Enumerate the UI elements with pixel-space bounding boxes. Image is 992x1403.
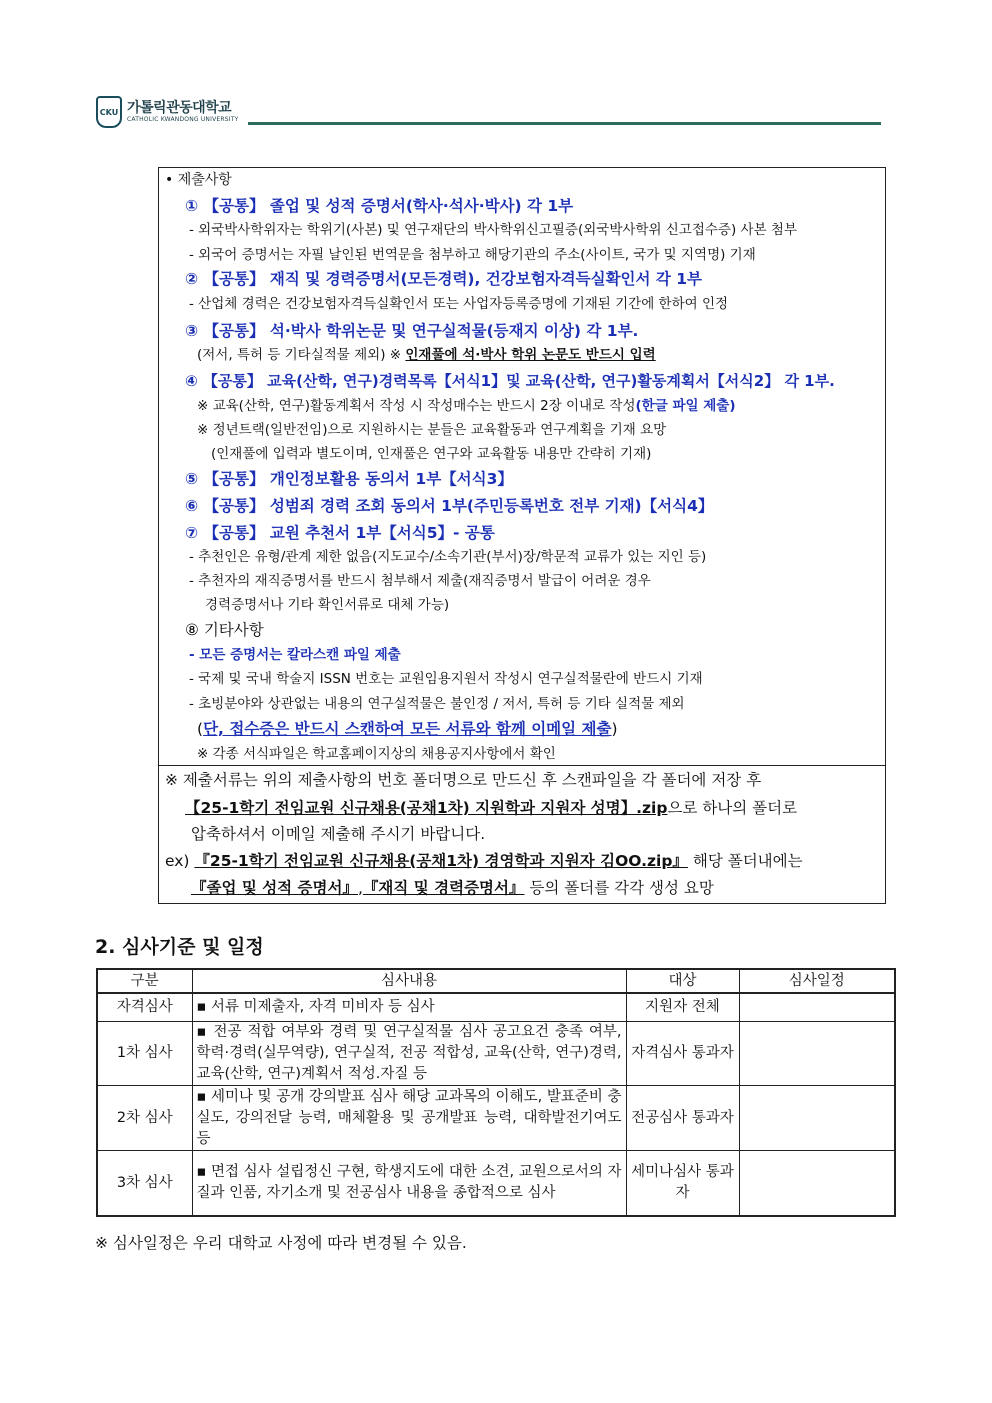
submission-box <box>158 167 886 904</box>
logo-korean-name: 가톨릭관동대학교 <box>127 100 232 116</box>
item8-note-4 <box>197 719 618 739</box>
item2-note-1: - 산업체 경력은 건강보험자격득실확인서 또는 사업자등록증명에 기재된 기간에 한하여 인정 <box>189 296 729 312</box>
zip-name-format: 【25-1학기 전임교원 신규채용(공채1차) 지원학과 지원자 성명】.zip <box>185 799 668 817</box>
item1-note-1: - 외국박사학위자는 학위기(사본) 및 연구재단의 박사학위신고필증(외국박사학위 신고접수증) 사본 첨부 <box>189 222 797 238</box>
instructions-line-3: 압축하셔서 이메일 제출해 주시기 바랍니다. <box>191 825 486 843</box>
folder-example-1: 『졸업 및 성적 증명서』 <box>191 879 358 897</box>
example-suffix: 해당 폴더내에는 <box>687 852 803 870</box>
item3-title: ③ 【공통】 석·박사 학위논문 및 연구실적물(등재지 이상) 각 1부. <box>185 322 639 340</box>
item8-note-1: - 모든 증명서는 칼라스캔 파일 제출 <box>189 647 401 663</box>
item3-note-text: (저서, 특허 등 기타실적물 제외) ※ <box>197 347 406 363</box>
schedule-cell <box>739 1086 895 1151</box>
item4-note-3: (인재풀에 입력과 별도이며, 인재풀은 연구와 교육활동 내용만 간략히 기재) <box>211 446 652 462</box>
content-cell: ▪ 면접 심사 설립정신 구현, 학생지도에 대한 소견, 교원으로서의 자질과 인품, 자기소개 및 전공심사 내용을 종합적으로 심사 <box>192 1151 626 1217</box>
stage-cell: 2차 심사 <box>97 1086 192 1151</box>
table-header-row <box>97 969 895 993</box>
stage-cell: 자격심사 <box>97 993 192 1022</box>
item1-note-2: - 외국어 증명서는 자필 날인된 번역문을 첨부하고 해당기관의 주소(사이트, 국가 및 지역명) 기재 <box>189 247 756 263</box>
submission-heading: • 제출사항 <box>165 172 232 188</box>
content-cell: ▪ 전공 적합 여부와 경력 및 연구실적물 심사 공고요건 충족 여부, 학력·경력(실무역량), 연구실적, 전공 적합성, 교육(산학, 연구)경력, 교육(산학, 연구)계획서 적성.자질 등 <box>192 1022 626 1086</box>
item8-title: ⑧ 기타사항 <box>185 621 264 639</box>
instructions-line-2-text: 으로 하나의 폴더로 <box>667 799 798 817</box>
folder-separator: , <box>357 879 363 897</box>
item4-note-2: ※ 정년트랙(일반전임)으로 지원하시는 분들은 교육활동과 연구계획을 기재 요망 <box>197 422 667 438</box>
instructions-line-5 <box>191 878 714 898</box>
item8-note-2: - 국제 및 국내 학술지 ISSN 번호는 교원임용지원서 작성시 연구실적물란에 반드시 기재 <box>189 671 703 687</box>
table-row <box>97 1086 895 1151</box>
item4-title: ④ 【공통】 교육(산학, 연구)경력목록【서식1】및 교육(산학, 연구)활동계획서【서식2】 각 1부. <box>185 372 835 390</box>
instructions-line-2 <box>185 798 797 818</box>
box-divider <box>159 765 885 766</box>
logo-emblem-icon: CKU <box>96 96 122 128</box>
schedule-cell <box>739 1151 895 1217</box>
item8-note-4-emphasis: 단, 접수증은 반드시 스캔하여 모든 서류와 함께 이메일 제출 <box>203 720 612 738</box>
target-cell: 지원자 전체 <box>626 993 739 1022</box>
column-header: 심사내용 <box>192 969 626 993</box>
item8-note-5: ※ 각종 서식파일은 학교홈페이지상의 채용공지사항에서 확인 <box>197 746 556 762</box>
item5-title: ⑤ 【공통】 개인정보활용 동의서 1부【서식3】 <box>185 470 513 488</box>
schedule-cell <box>739 993 895 1022</box>
item7-note-1: - 추천인은 유형/관계 제한 없음(지도교수/소속기관(부서)장/학문적 교류가 있는 지인 등) <box>189 549 707 565</box>
item7-title: ⑦ 【공통】 교원 추천서 1부【서식5】- 공통 <box>185 524 495 542</box>
target-cell: 자격심사 통과자 <box>626 1022 739 1086</box>
logo-english-name: CATHOLIC KWANDONG UNIVERSITY <box>127 116 239 123</box>
content-cell: ▪ 서류 미제출자, 자격 미비자 등 심사 <box>192 993 626 1022</box>
instructions-line-4 <box>165 851 803 871</box>
schedule-footnote: ※ 심사일정은 우리 대학교 사정에 따라 변경될 수 있음. <box>95 1234 467 1252</box>
column-header: 심사일정 <box>739 969 895 993</box>
stage-cell: 1차 심사 <box>97 1022 192 1086</box>
schedule-cell <box>739 1022 895 1086</box>
instructions-line-1: ※ 제출서류는 위의 제출사항의 번호 폴더명으로 만드신 후 스캔파일을 각 폴더에 저장 후 <box>165 771 762 789</box>
instructions-line-5-text: 등의 폴더를 각각 생성 요망 <box>524 879 714 897</box>
table-row <box>97 1022 895 1086</box>
column-header: 구분 <box>97 969 192 993</box>
target-cell: 세미나심사 통과자 <box>626 1151 739 1217</box>
item4-note-1-text: ※ 교육(산학, 연구)활동계획서 작성 시 작성매수는 반드시 2장 이내로 작성 <box>197 398 636 414</box>
item2-title: ② 【공통】 재직 및 경력증명서(모든경력), 건강보험자격득실확인서 각 1부 <box>185 270 703 288</box>
table-row <box>97 993 895 1022</box>
item1-title: ① 【공통】 졸업 및 성적 증명서(학사·석사·박사) 각 1부 <box>185 197 574 215</box>
university-logo <box>96 96 238 128</box>
item3-note-emphasis: 인재풀에 석·박사 학위 논문도 반드시 입력 <box>405 347 656 363</box>
header-divider <box>248 122 881 125</box>
table-row <box>97 1151 895 1217</box>
item8-note-4-close: ) <box>611 720 618 738</box>
item8-note-3: - 초빙분야와 상관없는 내용의 연구실적물은 불인정 / 저서, 특허 등 기타 실적물 제외 <box>189 696 685 712</box>
folder-example-2: 『재직 및 경력증명서』 <box>362 879 525 897</box>
review-schedule-table <box>96 968 896 1217</box>
item4-note-1-emphasis: (한글 파일 제출) <box>635 398 736 414</box>
item8-note-4-open: ( <box>197 720 204 738</box>
example-zip-name: 『25-1학기 전임교원 신규채용(공채1차) 경영학과 지원자 김OO.zip』 <box>194 852 688 870</box>
column-header: 대상 <box>626 969 739 993</box>
item6-title: ⑥ 【공통】 성범죄 경력 조회 동의서 1부(주민등록번호 전부 기재)【서식4】 <box>185 497 714 515</box>
target-cell: 전공심사 통과자 <box>626 1086 739 1151</box>
item7-note-2: - 추천자의 재직증명서를 반드시 첨부해서 제출(재직증명서 발급이 어려운 경우 <box>189 573 651 589</box>
item4-note-1 <box>197 397 736 415</box>
section2-title: 2. 심사기준 및 일정 <box>95 936 264 958</box>
item3-note <box>197 346 656 364</box>
content-cell: ▪ 세미나 및 공개 강의발표 심사 해당 교과목의 이해도, 발표준비 충실도, 강의전달 능력, 매체활용 및 공개발표 능력, 대학발전기여도 등 <box>192 1086 626 1151</box>
stage-cell: 3차 심사 <box>97 1151 192 1217</box>
item7-note-3: 경력증명서나 기타 확인서류로 대체 가능) <box>205 597 450 613</box>
example-prefix: ex) <box>165 852 195 870</box>
